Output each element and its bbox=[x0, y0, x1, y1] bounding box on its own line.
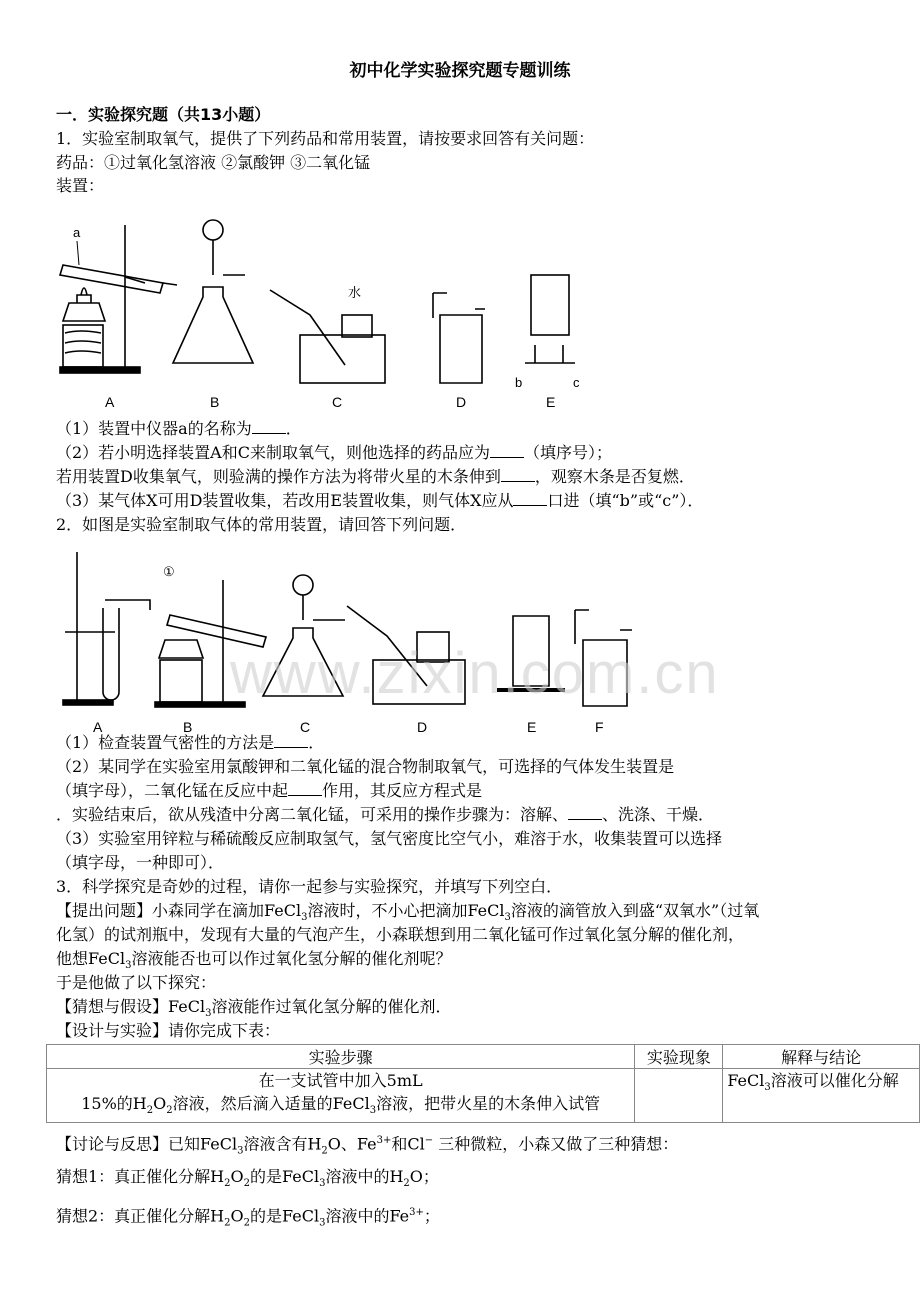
q1-apparatus-figure bbox=[55, 205, 595, 419]
q2-p1: （1）检查装置气密性的方法是 ． bbox=[56, 733, 325, 752]
funnel-bulb-b bbox=[203, 220, 223, 240]
test-tube-a bbox=[60, 265, 163, 293]
q1-p3: 若用装置D收集氧气，则验满的操作方法为将带火星的木条伸到 ，观察木条是否复燃． bbox=[56, 467, 695, 486]
q2-p4: ．实验结束后，欲从残渣中分离二氧化锰，可采用的操作步骤为：溶解、 、洗涤、干燥． bbox=[56, 805, 715, 824]
q2-p5: （3）实验室用锌粒与稀硫酸反应制取氢气，氢气密度比空气小，难溶于水，收集装置可以选择 bbox=[56, 829, 723, 848]
q1-stem: 1．实验室制取氧气，提供了下列药品和常用装置，请按要求回答有关问题： bbox=[56, 129, 595, 148]
table-header: 解释与结论 bbox=[723, 1045, 920, 1069]
answer-blank bbox=[252, 419, 286, 434]
q3-design: 【设计与实验】请你完成下表： bbox=[56, 1021, 281, 1040]
page-title: 初中化学实验探究题专题训练 bbox=[349, 61, 571, 81]
q1-p2: （2）若小明选择装置A和C来制取氧气，则他选择的药品应为 （填序号）； bbox=[56, 443, 612, 462]
q3-hypothesis: 【猜想与假设】FeCl$_3$溶液能作过氧化氢分解的催化剂． bbox=[56, 997, 452, 1020]
burner-neck bbox=[77, 295, 91, 303]
table-header: 实验步骤 bbox=[47, 1045, 635, 1069]
q1-p1: （1）装置中仪器a的名称为 ． bbox=[56, 419, 302, 438]
q3-stem: 3．科学探究是奇妙的过程，请你一起参与实验探究，并填写下列空白． bbox=[56, 877, 563, 896]
stand-base-a bbox=[60, 367, 140, 373]
label-A2: A bbox=[93, 719, 103, 735]
q2-apparatus-svg bbox=[55, 540, 655, 738]
answer-blank bbox=[513, 491, 547, 506]
label-water: 水 bbox=[348, 285, 362, 300]
table-row bbox=[47, 1069, 920, 1123]
answer-blank bbox=[490, 443, 524, 458]
table-cell-conclusion: FeCl$_3$溶液可以催化分解 bbox=[723, 1069, 920, 1123]
delivery-tube-a bbox=[163, 283, 177, 285]
label-a: a bbox=[73, 225, 81, 240]
q3-guess-1: 猜想1：真正催化分解$H_2O_2$的是FeCl$_3$溶液中的$H_2O$； bbox=[56, 1167, 439, 1190]
label-D2: D bbox=[417, 719, 428, 735]
label-c: c bbox=[573, 375, 580, 390]
gas-bottle-d bbox=[440, 315, 482, 383]
table-header-row bbox=[47, 1045, 920, 1069]
q3-ask-3: 他想FeCl$_3$溶液能否也可以作过氧化氢分解的催化剂呢？ bbox=[56, 949, 452, 972]
label-A: A bbox=[105, 394, 115, 410]
q3-guess-2: 猜想2：真正催化分解$H_2O_2$的是FeCl$_3$溶液中的$Fe^{3+}$； bbox=[56, 1206, 440, 1229]
bottle-e bbox=[531, 275, 569, 335]
label-B2: B bbox=[183, 719, 193, 735]
q2-p2: （2）某同学在实验室用氯酸钾和二氧化锰的混合物制取氧气，可选择的气体发生装置是 bbox=[56, 757, 675, 776]
answer-blank bbox=[274, 733, 308, 748]
experiment-table bbox=[46, 1044, 920, 1123]
answer-blank bbox=[288, 781, 322, 796]
label-1: ① bbox=[163, 564, 175, 579]
flask-b bbox=[173, 287, 253, 363]
q1-device-label: 装置： bbox=[56, 176, 105, 195]
q2-p6: （填字母，一种即可）． bbox=[56, 853, 225, 872]
q3-ask-4: 于是他做了以下探究： bbox=[56, 973, 217, 992]
table-cell-phenomenon bbox=[635, 1069, 723, 1123]
table-cell-step: 在一支试管中加入5mL 15%的$H_2O_2$溶液，然后滴入适量的FeCl$_3$溶液，把带火星的木条伸入试管 bbox=[47, 1069, 635, 1123]
flame bbox=[81, 288, 87, 295]
trough-c bbox=[300, 335, 385, 383]
q1-drugs: 药品：①过氧化氢溶液 ②氯酸钾 ③二氧化锰 bbox=[56, 153, 371, 172]
label-C: C bbox=[332, 394, 343, 410]
test-tube-a2 bbox=[103, 608, 119, 700]
q2-p3: （填字母），二氧化锰在反应中起 作用，其反应方程式是 bbox=[56, 781, 483, 800]
delivery-tube-c bbox=[270, 290, 345, 365]
burner-body bbox=[63, 303, 105, 321]
wood-grain bbox=[65, 331, 101, 353]
section-heading: 一．实验探究题（共13小题） bbox=[56, 105, 271, 124]
q3-ask-1: 【提出问题】小森同学在滴加FeCl$_3$溶液时，不小心把滴加FeCl$_3$溶液的滴管放入到盛“双氧水”（过氧 bbox=[56, 901, 760, 924]
label-D: D bbox=[456, 394, 467, 410]
label-E2: E bbox=[527, 719, 537, 735]
q2-stem: 2．如图是实验室制取气体的常用装置，请回答下列问题． bbox=[56, 515, 467, 534]
label-F2: F bbox=[595, 719, 604, 735]
label-C2: C bbox=[300, 719, 311, 735]
q3-ask-2: 化氢）的试剂瓶中，发现有大量的气泡产生，小森联想到用二氧化锰可作过氧化氢分解的催化剂， bbox=[56, 925, 745, 944]
label-b: b bbox=[515, 375, 523, 390]
table-header: 实验现象 bbox=[635, 1045, 723, 1069]
watermark: www.zixin.com.cn bbox=[230, 641, 720, 706]
tubes-e bbox=[525, 345, 575, 363]
label-E: E bbox=[546, 394, 556, 410]
collecting-bottle-c bbox=[342, 315, 372, 337]
answer-blank bbox=[501, 467, 535, 482]
label-B: B bbox=[210, 394, 220, 410]
answer-blank bbox=[568, 805, 602, 820]
q1-apparatus-svg bbox=[55, 205, 595, 415]
q3-discussion: 【讨论与反思】已知FeCl$_3$溶液含有$H_2O$、$Fe^{3+}$和Cl− 三种微粒，小森又做了三种猜想： bbox=[56, 1134, 679, 1157]
q1-p4: （3）某气体X可用D装置收集，若改用E装置收集，则气体X应从 口进（填“b”或“c”）． bbox=[56, 491, 704, 510]
